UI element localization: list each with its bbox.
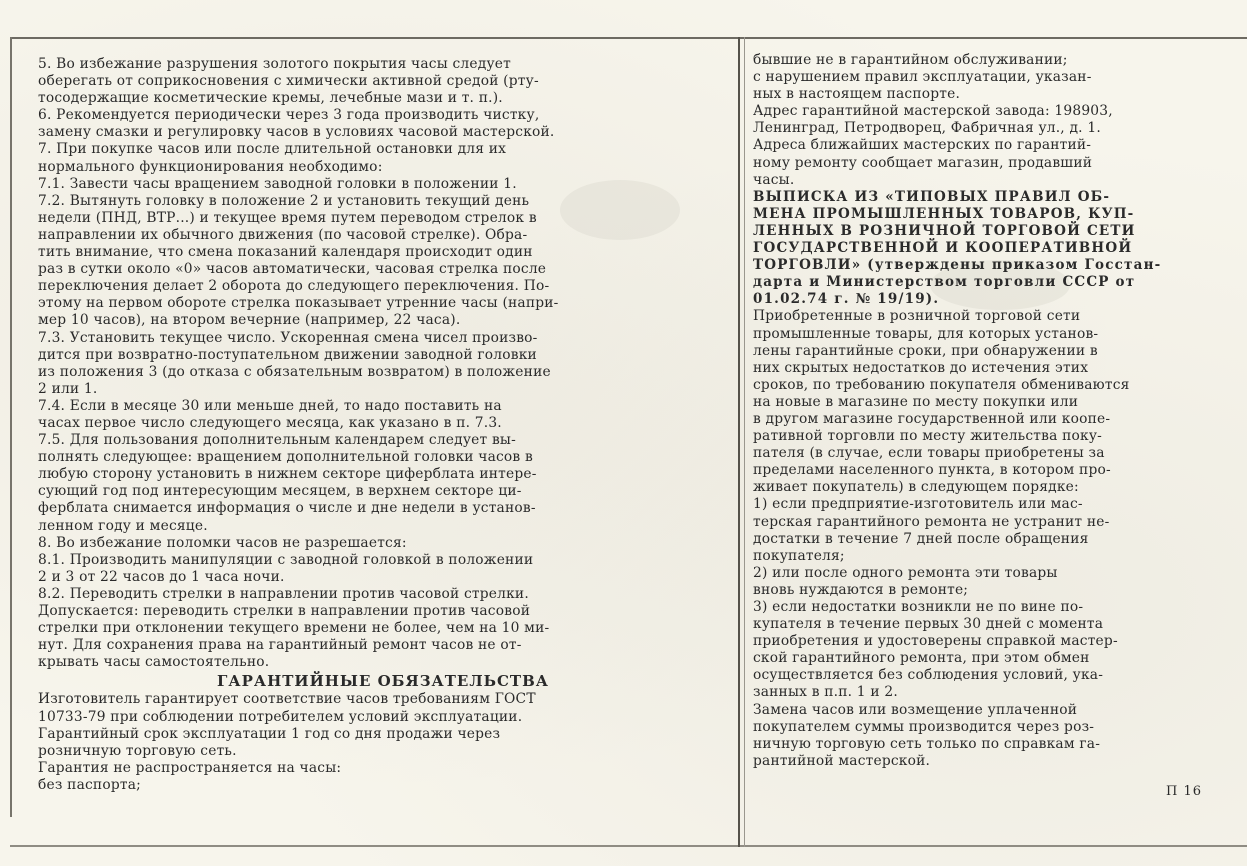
instructions-block <box>38 56 728 671</box>
text-line: купателя в течение первых 30 дней с момента <box>753 616 1104 633</box>
text-line: Допускается: переводить стрелки в направлении против часовой <box>38 603 531 619</box>
text-line: направлении их обычного движения (по часовой стрелке). Обра- <box>38 226 528 243</box>
text-line: раз в сутки около «0» часов автоматически, часовая стрелка после <box>38 261 547 278</box>
text-line: пределами населенного пункта, в котором про- <box>753 462 1111 479</box>
text-line: терская гарантийного ремонта не устранит не- <box>753 513 1110 530</box>
text-line: 7.3. Установить текущее число. Ускоренная смена чисел произво- <box>38 329 538 346</box>
text-line: Адреса ближайших мастерских по гарантий- <box>753 137 1092 154</box>
text-line: 8.2. Переводить стрелки в направлении против часовой стрелки. <box>38 585 529 602</box>
page-fold-shadow <box>744 37 745 847</box>
warranty-heading: ГАРАНТИЙНЫЕ ОБЯЗАТЕЛЬСТВА <box>217 672 549 691</box>
text-line: полнять следующее: вращением дополнительной головки часов в <box>38 449 533 466</box>
warranty-line: 10733-79 при соблюдении потребителем условий эксплуатации. <box>38 708 523 725</box>
text-line: крывать часы самостоятельно. <box>38 654 270 671</box>
right-text-column <box>753 52 1231 770</box>
text-line: 8. Во избежание поломки часов не разрешается: <box>38 534 407 551</box>
text-line: 7.5. Для пользования дополнительным календарем следует вы- <box>38 432 516 449</box>
text-line: 2) или после одного ремонта эти товары <box>753 564 1058 581</box>
warranty-line: розничную торговую сеть. <box>38 742 237 759</box>
text-line: покупателя; <box>753 547 845 564</box>
text-line: 7.4. Если в месяце 30 или меньше дней, то надо поставить на <box>38 397 502 414</box>
text-line: бывшие не в гарантийном обслуживании; <box>753 52 1068 68</box>
text-line: Замена часов или возмещение уплаченной <box>753 701 1078 718</box>
text-line: 7.1. Завести часы вращением заводной головки в положении 1. <box>38 175 517 192</box>
text-line: 6. Рекомендуется периодически через 3 года производить чистку, <box>38 107 540 124</box>
left-text-column <box>38 56 728 794</box>
text-line: осуществляется без соблюдения условий, ука- <box>753 667 1104 684</box>
text-line: мер 10 часов), на втором вечерние (например, 22 часа). <box>38 312 461 329</box>
text-line: рантийной мастерской. <box>753 752 931 769</box>
text-line: 3) если недостатки возникли не по вине по- <box>753 599 1084 615</box>
text-line: ративной торговли по месту жительства поку- <box>753 428 1103 445</box>
text-line: ному ремонту сообщает магазин, продавший <box>753 154 1093 171</box>
page-border-top <box>10 37 1247 39</box>
text-line: ничную торговую сеть только по справкам га- <box>753 735 1101 752</box>
text-line: промышленные товары, для которых установ- <box>753 325 1099 342</box>
warranty-continuation-block <box>753 52 1231 189</box>
text-line: часы. <box>753 171 795 188</box>
text-line: 7. При покупке часов или после длительной остановки для их <box>38 141 507 158</box>
text-line: Приобретенные в розничной торговой сети <box>753 308 1081 325</box>
text-line: ных в настоящем паспорте. <box>753 86 961 103</box>
text-line: этому на первом обороте стрелка показывает утренние часы (напри- <box>38 295 559 312</box>
text-line: ской гарантийного ремонта, при этом обмен <box>753 650 1090 667</box>
text-line: замену смазки и регулировку часов в условиях часовой мастерской. <box>38 124 555 141</box>
text-line: нормального функционирования необходимо: <box>38 158 383 175</box>
warranty-line: Гарантия не распространяется на часы: <box>38 759 342 776</box>
text-line: недели (ПНД, ВТР...) и текущее время путем переводом стрелок в <box>38 209 537 226</box>
extract-line: ГОСУДАРСТВЕННОЙ И КООПЕРАТИВНОЙ <box>753 240 1133 257</box>
warranty-line: Гарантийный срок эксплуатации 1 год со дня продажи через <box>38 725 501 742</box>
text-line: часах первое число следующего месяца, как указано в п. 7.3. <box>38 414 502 431</box>
text-line: ленном году и месяце. <box>38 517 208 534</box>
text-line: тить внимание, что смена показаний календаря происходит один <box>38 244 533 261</box>
text-line: них скрытых недостатков до истечения этих <box>753 359 1089 376</box>
regulation-extract-heading <box>753 189 1231 309</box>
text-line: 8.1. Производить манипуляции с заводной головкой в положении <box>38 551 534 568</box>
exchange-rules-block <box>753 308 1231 770</box>
warranty-line: без паспорта; <box>38 776 141 793</box>
text-line: приобретения и удостоверены справкой мастер- <box>753 633 1118 650</box>
extract-line: ВЫПИСКА ИЗ «ТИПОВЫХ ПРАВИЛ ОБ- <box>753 188 1111 205</box>
text-line: ферблата снимается информация о числе и дне недели в установ- <box>38 500 536 517</box>
text-line: стрелки при отклонении текущего времени не более, чем на 10 ми- <box>38 620 550 637</box>
extract-line: 01.02.74 г. № 19/19). <box>753 291 940 308</box>
text-line: 2 или 1. <box>38 380 98 397</box>
text-line: вновь нуждаются в ремонте; <box>753 581 969 598</box>
text-line: пателя (в случае, если товары приобретены за <box>753 445 1105 462</box>
text-line: тосодержащие косметические кремы, лечебные мази и т. п.). <box>38 90 503 107</box>
extract-line: МЕНА ПРОМЫШЛЕННЫХ ТОВАРОВ, КУП- <box>753 205 1135 222</box>
page-fold-line <box>738 37 740 847</box>
text-line: Ленинград, Петродворец, Фабричная ул., д. 1. <box>753 120 1101 137</box>
page-border-left <box>10 37 12 817</box>
page-number: П 16 <box>1166 784 1203 799</box>
extract-line: ЛЕННЫХ В РОЗНИЧНОЙ ТОРГОВОЙ СЕТИ <box>753 222 1136 239</box>
text-line: 1) если предприятие-изготовитель или мас- <box>753 496 1083 513</box>
text-line: 5. Во избежание разрушения золотого покрытия часы следует <box>38 56 511 72</box>
warranty-block <box>38 691 728 794</box>
extract-line: ТОРГОВЛИ» (утверждены приказом Госстан- <box>753 257 1162 274</box>
warranty-line: Изготовитель гарантирует соответствие часов требованиям ГОСТ <box>38 691 536 708</box>
text-line: 2 и 3 от 22 часов до 1 часа ночи. <box>38 568 285 585</box>
text-line: нут. Для сохранения права на гарантийный ремонт часов не от- <box>38 637 522 654</box>
text-line: сующий год под интересующим месяцем, в верхнем секторе ци- <box>38 483 522 500</box>
page-border-bottom <box>10 845 1247 847</box>
text-line: из положения 3 (до отказа с обязательным возвратом) в положение <box>38 363 551 380</box>
extract-line: дарта и Министерством торговли СССР от <box>753 274 1136 291</box>
text-line: с нарушением правил эксплуатации, указан- <box>753 69 1092 86</box>
text-line: сроков, по требованию покупателя обмениваются <box>753 376 1130 393</box>
text-line: любую сторону установить в нижнем секторе циферблата интере- <box>38 466 537 483</box>
text-line: переключения делает 2 оборота до следующего переключения. По- <box>38 278 550 295</box>
text-line: дится при возвратно-поступательном движении заводной головки <box>38 346 537 363</box>
text-line: Адрес гарантийной мастерской завода: 198903, <box>753 103 1113 120</box>
text-line: достатки в течение 7 дней после обращения <box>753 530 1089 547</box>
text-line: на новые в магазине по месту покупки или <box>753 393 1079 410</box>
text-line: покупателем суммы производится через роз- <box>753 718 1095 735</box>
text-line: занных в п.п. 1 и 2. <box>753 684 898 701</box>
text-line: в другом магазине государственной или коопе- <box>753 410 1111 427</box>
text-line: лены гарантийные сроки, при обнаружении в <box>753 342 1098 359</box>
text-line: оберегать от соприкосновения с химически активной средой (рту- <box>38 73 539 90</box>
text-line: живает покупатель) в следующем порядке: <box>753 479 1079 496</box>
text-line: 7.2. Вытянуть головку в положение 2 и установить текущий день <box>38 192 530 209</box>
